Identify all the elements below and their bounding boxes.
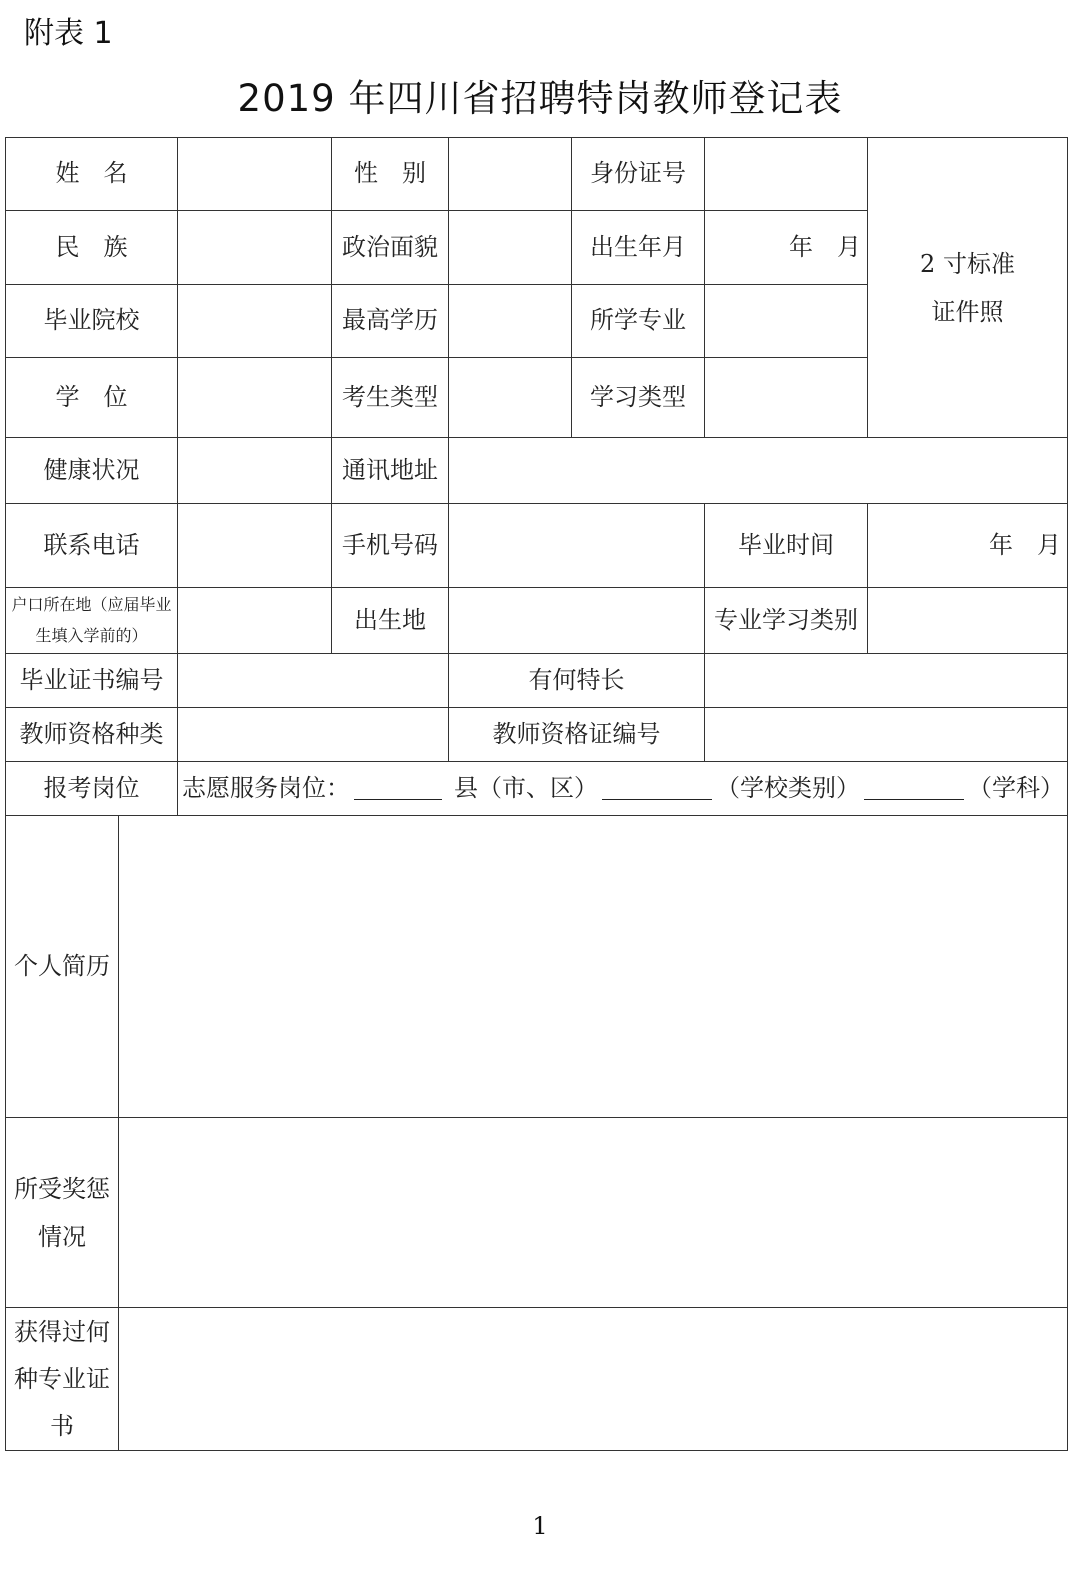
gender-label: 性 别 [331,137,449,211]
teacher-certificate-number-label: 教师资格证编号 [448,707,705,762]
health-label: 健康状况 [5,437,178,504]
birthplace-label: 出生地 [331,587,449,654]
photo-label-line1: 2 寸标准 [920,249,1015,278]
awards-field[interactable] [118,1117,1068,1308]
birth-date-field[interactable]: 年 月 [704,210,868,285]
id-number-field[interactable] [704,137,868,211]
county-label: 县（市、区） [454,773,598,802]
page-number: 1 [532,1512,548,1540]
diploma-number-label: 毕业证书编号 [5,653,178,708]
teacher-qualification-type-label: 教师资格种类 [5,707,178,762]
household-field[interactable] [177,587,332,654]
health-field[interactable] [177,437,332,504]
phone-field[interactable] [177,503,332,588]
major-label: 所学专业 [571,284,705,358]
teacher-certificate-number-field[interactable] [704,707,1068,762]
specialty-label: 有何特长 [448,653,705,708]
study-type-label: 学习类型 [571,357,705,438]
graduation-time-label: 毕业时间 [704,503,868,588]
form-title: 2019 年四川省招聘特岗教师登记表 [237,77,843,120]
major-category-field[interactable] [867,587,1068,654]
certificates-label: 获得过何种专业证书 [5,1307,119,1451]
teacher-qualification-type-field[interactable] [177,707,449,762]
annex-label: 附表 1 [24,16,113,51]
mobile-field[interactable] [448,503,705,588]
position-row [177,761,1068,816]
ethnicity-field[interactable] [177,210,332,285]
address-field[interactable] [448,437,1068,504]
resume-label: 个人简历 [5,815,119,1118]
political-status-label: 政治面貌 [331,210,449,285]
school-field[interactable] [177,284,332,358]
school-type-blank-field[interactable] [864,777,964,800]
political-status-field[interactable] [448,210,572,285]
gender-field[interactable] [448,137,572,211]
degree-label: 学 位 [5,357,178,438]
id-number-label: 身份证号 [571,137,705,211]
school-type-label: （学校类别） [716,773,860,802]
phone-label: 联系电话 [5,503,178,588]
major-category-label: 专业学习类别 [704,587,868,654]
candidate-type-field[interactable] [448,357,572,438]
birth-date-label: 出生年月 [571,210,705,285]
household-label: 户口所在地（应届毕业生填入学前的） [5,587,178,654]
name-field[interactable] [177,137,332,211]
position-label: 报考岗位 [5,761,178,816]
study-type-field[interactable] [704,357,868,438]
certificates-field[interactable] [118,1307,1068,1451]
photo-label-line2: 证件照 [931,297,1004,326]
ethnicity-label: 民 族 [5,210,178,285]
diploma-number-field[interactable] [177,653,449,708]
education-label: 最高学历 [331,284,449,358]
candidate-type-label: 考生类型 [331,357,449,438]
major-field[interactable] [704,284,868,358]
photo-box[interactable] [867,137,1068,438]
subject-label: （学科） [968,773,1064,802]
specialty-field[interactable] [704,653,1068,708]
address-label: 通讯地址 [331,437,449,504]
position-blank-field[interactable] [354,777,442,800]
birthplace-field[interactable] [448,587,705,654]
position-prefix: 志愿服务岗位： [182,773,350,802]
graduation-time-field[interactable]: 年 月 [867,503,1068,588]
degree-field[interactable] [177,357,332,438]
education-field[interactable] [448,284,572,358]
school-label: 毕业院校 [5,284,178,358]
awards-label: 所受奖惩情况 [5,1117,119,1308]
mobile-label: 手机号码 [331,503,449,588]
name-label: 姓 名 [5,137,178,211]
resume-field[interactable] [118,815,1068,1118]
county-blank-field[interactable] [602,777,712,800]
